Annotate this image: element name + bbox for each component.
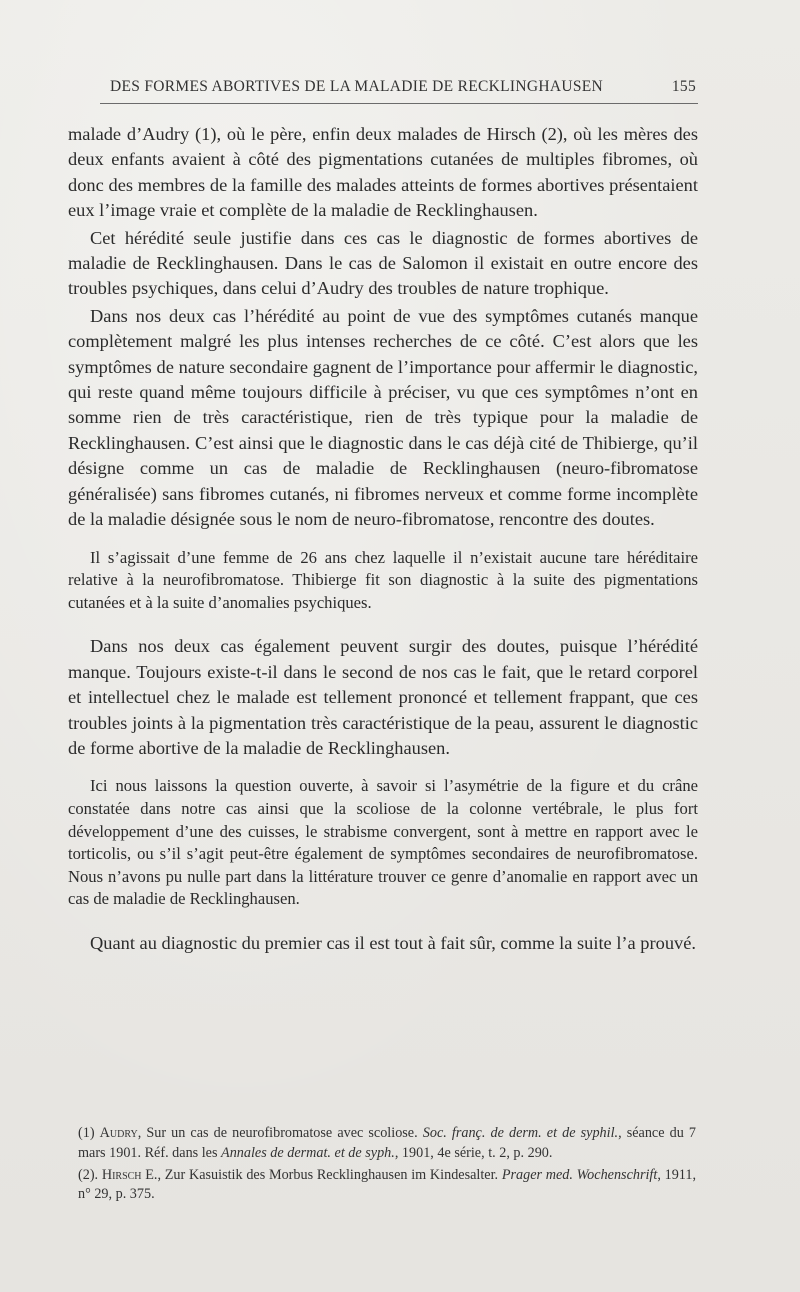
paragraph-1: malade d’Audry (1), où le père, enfin deux malades de Hirsch (2), où les mères des deux enfants avaient à côté des pigmentations cutanées de multiples fibromes, où donc des membres de la famille des malades atteints de formes abortives présentaient eux l’image vraie et complète de la maladie de Recklinghausen.: [68, 124, 698, 221]
body-text: [68, 122, 698, 956]
paragraph-3: Dans nos deux cas l’hérédité au point de vue des symptômes cutanés manque complètement malgré les plus intenses recherches de ce côté. C’est alors que les symptômes de nature secondaire gagnent de l’importance pour affermir le diagnostic, qui reste quand même toujours difficile à préciser, vu que ces symptômes n’ont en somme rien de très caractéristique, rien de très typique pour la maladie de Recklinghausen. C’est ainsi que le diagnostic dans le cas déjà cité de Thibierge, qu’il désigne comme un cas de maladie de Recklinghausen (neuro-fibromatose généralisée) sans fibromes cutanés, ni fibromes nerveux et comme forme incomplète de la maladie désignée sous le nom de neuro-fibromatose, rencontre des doutes.: [68, 305, 698, 530]
running-head: [100, 78, 698, 100]
footnote-text: , 1901, 4e série, t. 2, p. 290.: [394, 1144, 553, 1161]
footnote-1: [78, 1124, 696, 1164]
footnote-text: E., Zur Kasuistik des Morbus Recklinghausen im Kindesalter.: [141, 1166, 502, 1183]
footnote-source: Soc. franç. de derm. et de syphil.: [422, 1125, 619, 1141]
paragraph-2: Cet hérédité seule justifie dans ces cas le diagnostic de formes abortives de maladie de Recklinghausen. Dans le cas de Salomon il existait en outre encore des troubles psychiques, dans celui d’Audry des troubles de nature trophique.: [68, 227, 698, 299]
footnote-marker: (2).: [78, 1166, 102, 1183]
paragraph-5: Dans nos deux cas également peuvent surgir des doutes, puisque l’hérédité manque. Toujours existe-t-il dans le second de nos cas le fait, que le retard corporel et intellectuel chez le malade est tellement prononcé et tellement frappant, que ces troubles joints à la pigmentation très caractéristique de la peau, assurent le diagnostic de forme abortive de la maladie de Recklinghausen.: [68, 636, 698, 758]
footnotes: [78, 1124, 696, 1205]
footnote-text: , Sur un cas de neurofibromatose avec scoliose.: [137, 1125, 423, 1141]
paragraph-6: Ici nous laissons la question ouverte, à savoir si l’asymétrie de la figure et du crâne constatée dans notre cas ainsi que la scoliose de la colonne vertébrale, le plus fort développement d’une des cuisses, le strabisme convergent, sont à mettre en rapport avec le torticolis, ou s’il s’agit peut-être également de symptômes secondaires de neurofibromatose. Nous n’avons pu nulle part dans la littérature trouver ce genre d’anomalie en rapport avec un cas de maladie de Recklinghausen.: [68, 776, 698, 909]
footnote-source: Prager med. Wochenschrift: [501, 1166, 658, 1183]
running-title: DES FORMES ABORTIVES DE LA MALADIE DE RECKLINGHAUSEN: [110, 78, 604, 95]
header-rule: [100, 103, 698, 104]
paragraph-7: Quant au diagnostic du premier cas il est tout à fait sûr, comme la suite l’a prouvé.: [90, 932, 696, 953]
page-number: 155: [671, 78, 696, 95]
footnote-journal: Annales de dermat. et de syph.: [221, 1144, 395, 1161]
footnote-text: , séance du 7 mars 1901. Réf. dans les: [78, 1125, 696, 1161]
paragraph-4: Il s’agissait d’une femme de 26 ans chez laquelle il n’existait aucune tare héréditaire relative à la neurofibromatose. Thibierge fit son diagnostic à la suite des pigmentations cutanées et à la suite d’anomalies psychiques.: [68, 547, 698, 612]
footnote-author: Audry: [99, 1125, 138, 1141]
footnote-text: , 1911, n° 29, p. 375.: [78, 1166, 696, 1203]
footnote-2: [78, 1166, 696, 1206]
footnote-author: Hirsch: [101, 1166, 142, 1183]
footnote-marker: (1): [78, 1125, 100, 1141]
